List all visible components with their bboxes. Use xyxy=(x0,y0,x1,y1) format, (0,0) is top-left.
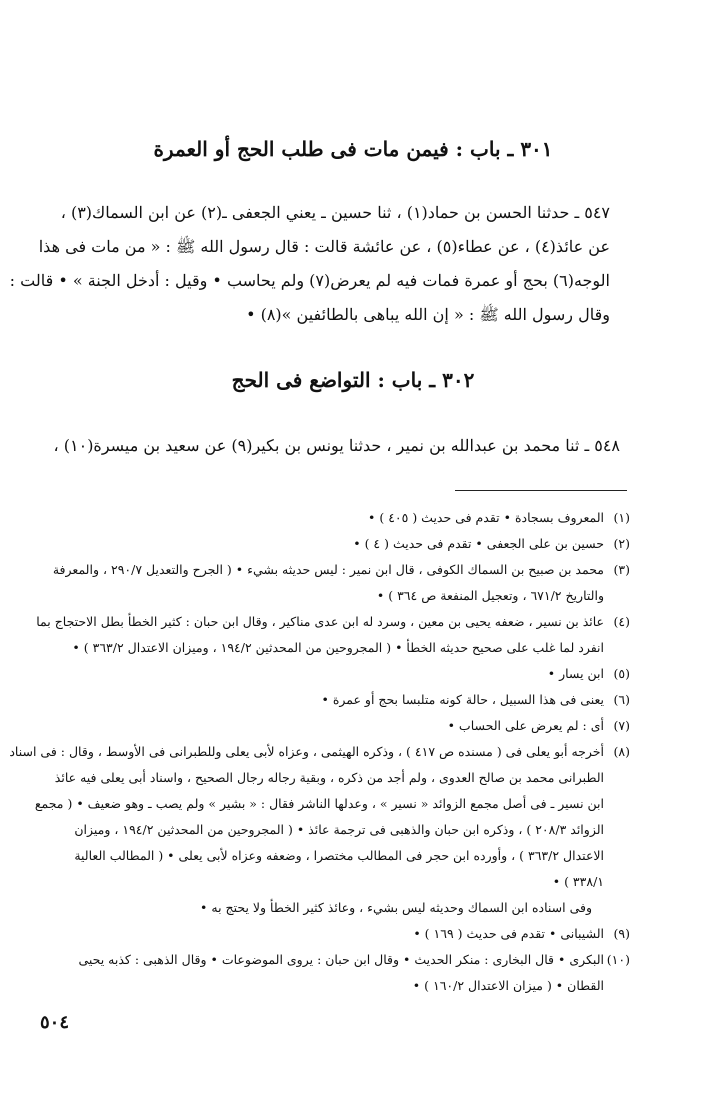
footnote-line: القطان • ( ميزان الاعتدال ١٦٠/٢ ) • xyxy=(412,978,604,993)
footnote-text xyxy=(42,661,604,687)
footnote-line: ابن نسير ـ فى أصل مجمع الزوائد « نسير » ، وعدلها الناشر فقال : « بشير » ولم يصب ـ وهو ضعيف • ( مجمع xyxy=(34,796,604,811)
footnote xyxy=(36,609,630,661)
footnote-line: أخرجه أبو يعلى فى ( مسنده ص ٤١٧ ) ، وذكره الهيثمى ، وعزاه لأبى يعلى وللطبرانى فى الأوسط ، وقال : فى اسناد xyxy=(9,744,604,759)
footnote xyxy=(42,921,630,947)
footnote-number: (٩) xyxy=(613,926,630,941)
footnote-line: والتاريخ ٦٧١/٢ ، وتعجيل المنفعة ص ٣٦٤ ) • xyxy=(376,588,604,603)
footnote-number: (٦) xyxy=(613,692,630,707)
footnote-line: الطبرانى محمد بن صالح العدوى ، ولم أجد من ذكره ، وبقية رجاله رجال الصحيح ، واسناد أبى يعلى فيه عائذ xyxy=(54,770,604,785)
footnote xyxy=(42,661,630,687)
footnote-number: (٧) xyxy=(613,718,630,733)
hadith-line: عن عائذ(٤) ، عن عطاء(٥) ، عن عائشة قالت : قال رسول الله ﷺ : « من مات فى هذا xyxy=(38,237,610,256)
footnote xyxy=(42,687,630,713)
footnote xyxy=(42,713,630,739)
footnote-text xyxy=(42,531,604,557)
footnote-text xyxy=(42,713,604,739)
footnote-addendum: وفى اسناده ابن السماك وحديثه ليس بشيء ، وعائذ كثير الخطأ ولا يحتج به • xyxy=(200,900,592,915)
footnote-line: حسين بن على الجعفى • تقدم فى حديث ( ٤ ) • xyxy=(353,536,604,551)
footnote-line: المعروف بسجادة • تقدم فى حديث ( ٤٠٥ ) • xyxy=(367,510,604,525)
footnote-line: ابن يسار • xyxy=(547,666,604,681)
footnote-text xyxy=(36,609,604,661)
footnote-line: محمد بن صبيح بن السماك الكوفى ، قال ابن نمير : ليس حديثه بشيء • ( الجرح والتعديل ٢٩٠/٧ ، والمعرفة xyxy=(52,562,604,577)
footnote-number: (٢) xyxy=(613,536,630,551)
footnote-text xyxy=(42,687,604,713)
footnote-text xyxy=(9,739,604,895)
hadith-line: ٥٤٨ ـ ثنا محمد بن عبدالله بن نمير ، حدثنا يونس بن بكير(٩) عن سعيد بن ميسرة(١٠) ، xyxy=(53,436,620,455)
footnote-number: (٥) xyxy=(613,666,630,681)
footnote-number: (١) xyxy=(613,510,630,525)
footnote-number: (١٠) xyxy=(606,952,630,967)
hadith-line: ٥٤٧ ـ حدثنا الحسن بن حماد(١) ، ثنا حسين ـ يعني الجعفى ـ(٢) عن ابن السماك(٣) ، xyxy=(60,203,610,222)
hadith-547 xyxy=(9,196,610,332)
hadith-548 xyxy=(45,429,620,463)
footnotes xyxy=(9,505,630,999)
footnote-text xyxy=(42,557,604,609)
footnote-text xyxy=(42,505,604,531)
footnote-number: (٤) xyxy=(613,614,630,629)
footnote-number: (٨) xyxy=(613,744,630,759)
hadith-line: الوجه(٦) بحج أو عمرة فمات فيه لم يعرض(٧) ولم يحاسب • وقيل : أدخل الجنة » • قالت : xyxy=(9,271,610,290)
footnote xyxy=(9,739,630,921)
chapter-heading: ٣٠١ ـ باب : فيمن مات فى طلب الحج أو العمرة xyxy=(153,137,553,161)
footnote-line: الزوائد ٢٠٨/٣ ) ، وذكره ابن حبان والذهبى فى ترجمة عائذ • ( المجروحين من المحدثين ١٩٤/٢ ، وميزان xyxy=(74,822,604,837)
footnote xyxy=(42,531,630,557)
footnote-line: أى : لم يعرض على الحساب • xyxy=(447,718,604,733)
footnote-number: (٣) xyxy=(613,562,630,577)
footnote-line: يعنى فى هذا السبيل ، حالة كونه متلبسا بحج أو عمرة • xyxy=(321,692,604,707)
footnote-line: انفرد لما غلب على صحيح حديثه الخطأ • ( المجروحين من المحدثين ١٩٤/٢ ، وميزان الاعتدال ٣٦٣/٢ ) • xyxy=(72,640,604,655)
footnote-text xyxy=(42,947,604,999)
chapter-heading: ٣٠٢ ـ باب : التواضع فى الحج xyxy=(231,368,475,392)
footnote-text xyxy=(42,921,604,947)
footnote xyxy=(42,505,630,531)
footnote-line: عائذ بن نسير ، ضعفه يحيى بن معين ، وسرد له ابن عدى مناكير ، وقال ابن حبان : كثير الخطأ بطل الاحتجاج بما xyxy=(36,614,604,629)
footnote-line: الاعتدال ٣٦٣/٢ ) ، وأورده ابن حجر فى المطالب مختصرا ، وضعفه وعزاه لأبى يعلى • ( المطالب العالية xyxy=(74,848,604,863)
hadith-line: وقال رسول الله ﷺ : « إن الله يباهى بالطائفين »(٨) • xyxy=(246,305,610,324)
footnote xyxy=(42,557,630,609)
footnote xyxy=(42,947,630,999)
footnote-line: الشيبانى • تقدم فى حديث ( ١٦٩ ) • xyxy=(413,926,604,941)
footnote-line: ٣٣٨/١ ) • xyxy=(552,874,604,889)
page-number: ٥٠٤ xyxy=(40,1012,70,1033)
footnote-separator xyxy=(455,490,627,491)
footnote-line: البكرى • قال البخارى : منكر الحديث • وقال ابن حبان : يروى الموضوعات • وقال الذهبى : كذبه يحيى xyxy=(78,952,604,967)
